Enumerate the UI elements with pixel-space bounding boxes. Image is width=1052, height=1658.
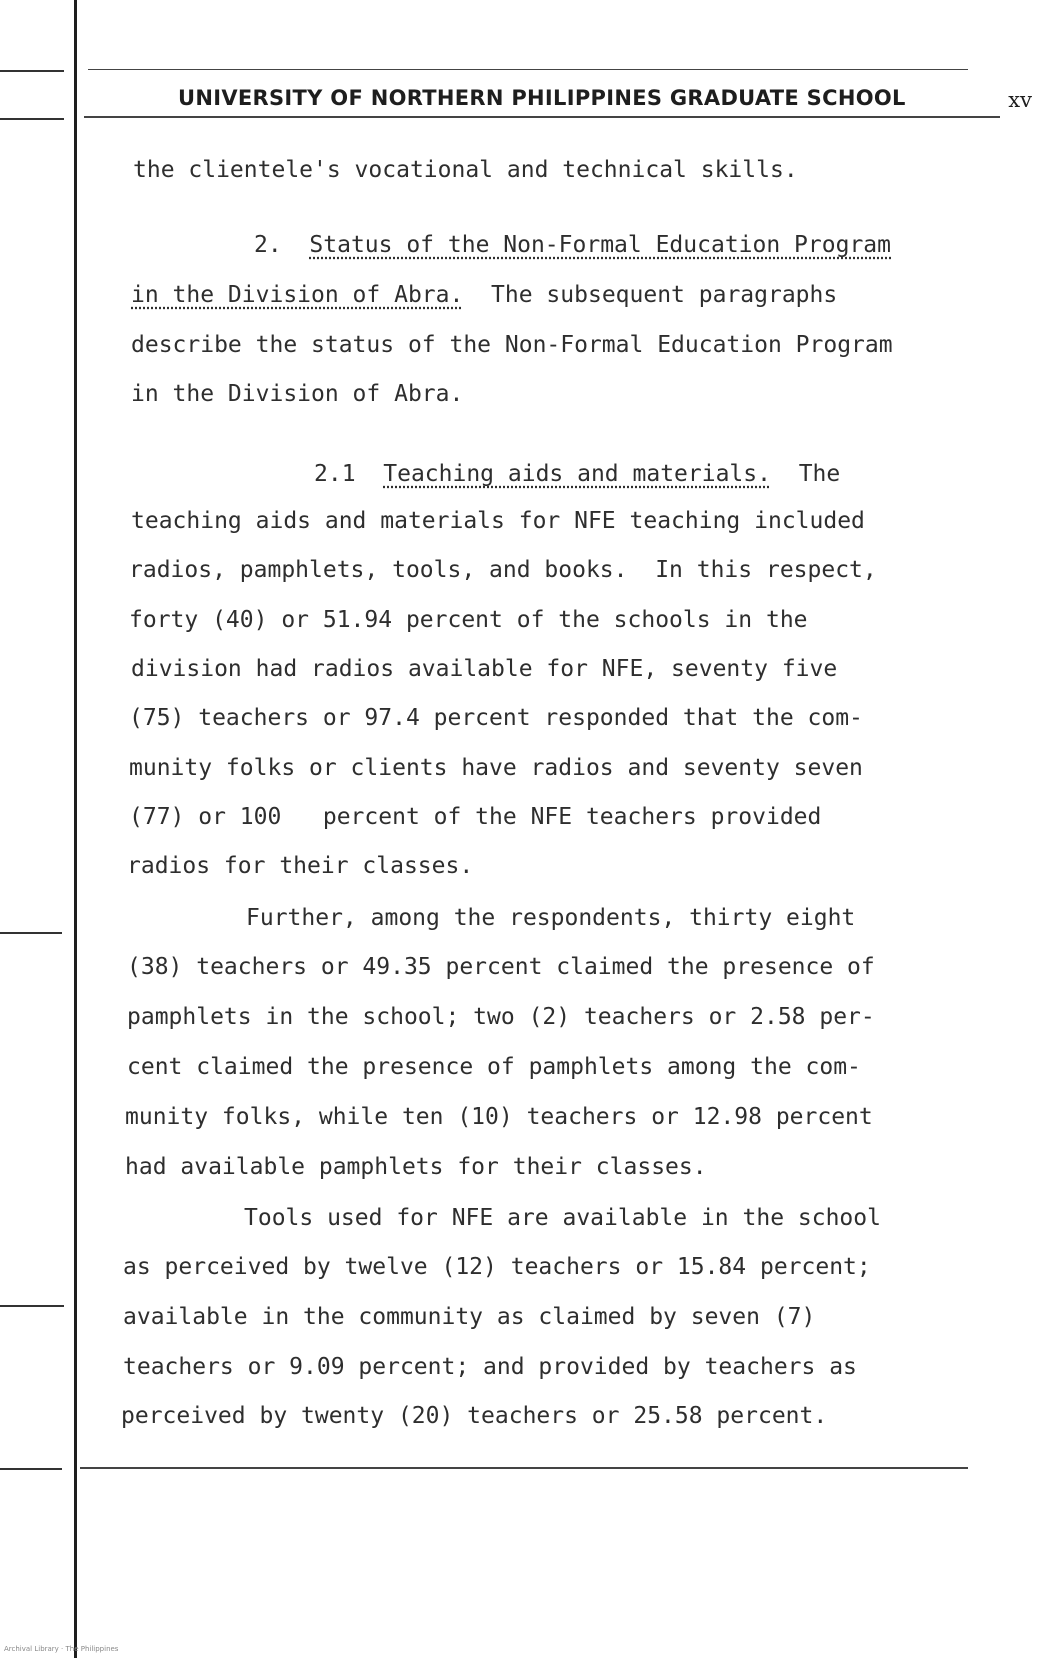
binding-tick <box>0 70 64 72</box>
text-line: teaching aids and materials for NFE teaching included <box>131 508 865 534</box>
text-line: Further, among the respondents, thirty eight <box>246 905 856 931</box>
text-line <box>131 282 837 308</box>
text-line: teachers or 9.09 percent; and provided by teachers as <box>123 1354 857 1380</box>
text-line: describe the status of the Non-Formal Education Program <box>131 332 893 358</box>
text-line: munity folks or clients have radios and seventy seven <box>129 755 863 781</box>
binding-tick <box>0 118 64 120</box>
text-line: munity folks, while ten (10) teachers or 12.98 percent <box>125 1104 873 1130</box>
page-header <box>178 84 1038 124</box>
text-line: division had radios available for NFE, seventy five <box>131 656 838 682</box>
text-line: radios, pamphlets, tools, and books. In this respect, <box>129 557 877 583</box>
text-line: radios for their classes. <box>127 853 474 879</box>
text-line: the clientele's vocational and technical skills. <box>133 157 798 183</box>
header-top-rule <box>88 69 968 70</box>
binding-tick <box>0 1305 64 1307</box>
text-line: had available pamphlets for their classes. <box>125 1154 707 1180</box>
scan-footer-note: Archival Library · The Philippines <box>4 1645 119 1653</box>
header-title: UNIVERSITY OF NORTHERN PHILIPPINES GRADUATE SCHOOL <box>178 86 906 110</box>
text-line: perceived by twenty (20) teachers or 25.58 percent. <box>121 1403 828 1429</box>
page-number: xv <box>1008 88 1032 112</box>
text-line: as perceived by twelve (12) teachers or 15.84 percent; <box>123 1254 871 1280</box>
text-line: cent claimed the presence of pamphlets among the com- <box>127 1054 861 1080</box>
subsection-title: Teaching aids and materials. <box>383 461 771 487</box>
text-line: pamphlets in the school; two (2) teachers or 2.58 per- <box>127 1004 875 1030</box>
text-run: The <box>798 461 841 487</box>
section-number: 2. <box>254 232 282 258</box>
binding-tick <box>0 1468 62 1470</box>
binding-tick <box>0 932 62 934</box>
section-heading <box>254 232 891 258</box>
binding-margin-line <box>74 0 77 1658</box>
text-line: in the Division of Abra. <box>131 381 464 407</box>
subsection-number: 2.1 <box>314 461 356 487</box>
footer-rule <box>80 1467 968 1469</box>
text-line: Tools used for NFE are available in the school <box>244 1205 881 1231</box>
text-line: (38) teachers or 49.35 percent claimed the presence of <box>127 954 875 980</box>
text-line: available in the community as claimed by seven (7) <box>123 1304 816 1330</box>
text-line: (77) or 100 percent of the NFE teachers provided <box>129 804 822 830</box>
subsection-heading <box>314 461 840 487</box>
text-line: (75) teachers or 97.4 percent responded that the com- <box>129 705 863 731</box>
text-run: The subsequent paragraphs <box>491 282 838 308</box>
text-line: forty (40) or 51.94 percent of the schools in the <box>129 607 808 633</box>
section-title-cont: in the Division of Abra. <box>131 282 464 308</box>
section-title: Status of the Non-Formal Education Program <box>309 232 891 258</box>
